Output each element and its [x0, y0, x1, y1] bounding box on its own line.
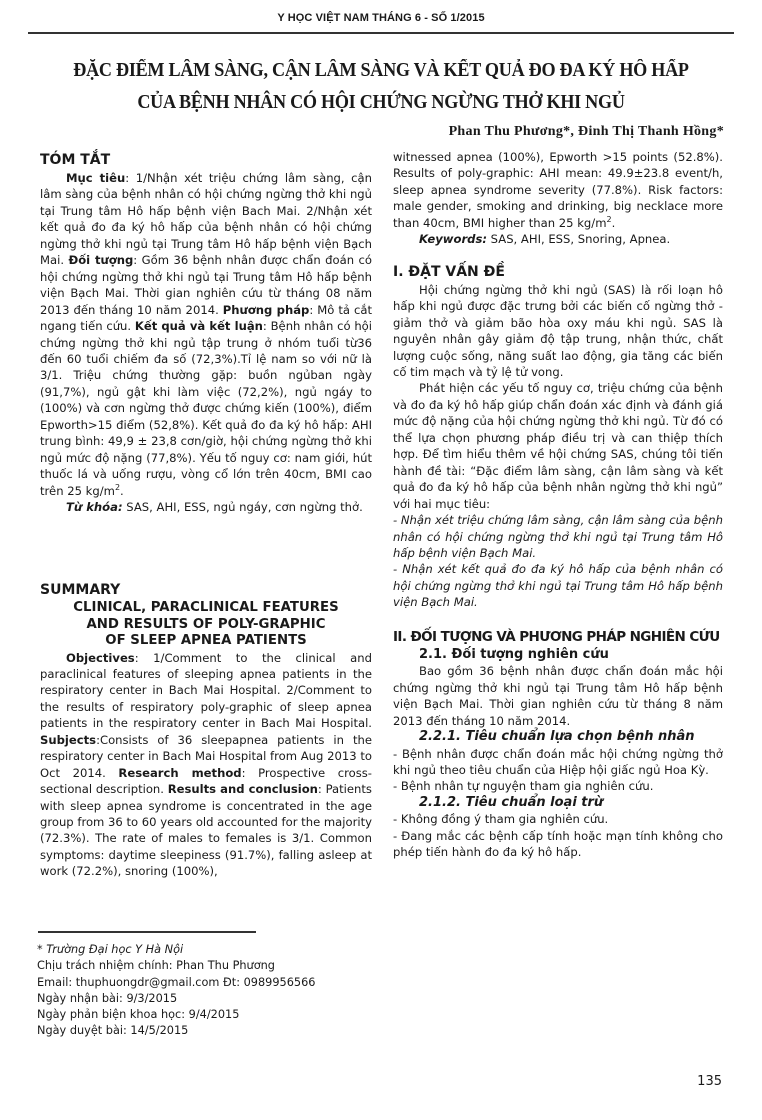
paragraph: Bao gồm 36 bệnh nhân được chẩn đoán mắc hội chứng ngừng thở khi ngủ tại Trung tâm Hô hấp bệnh viện Bạch Mai. Thời gian nghiên cứu từ tháng 8 năm 2013 đến tháng 10 năm 2014. — [393, 664, 723, 728]
summary-paragraph — [40, 650, 372, 880]
subsection-heading: 2.2.1. Tiêu chuẩn lựa chọn bệnh nhân — [419, 729, 695, 745]
journal-header: Y HỌC VIỆT NAM THÁNG 6 - SỐ 1/2015 — [277, 12, 485, 24]
subsection-heading: 2.1. Đối tượng nghiên cứu — [419, 646, 609, 662]
subsection-heading: 2.1.2. Tiêu chuẩn loại trừ — [419, 794, 604, 810]
keywords: SAS, AHI, ESS, ngủ ngáy, cơn ngừng thở. — [122, 500, 363, 515]
responsible-author: Chịu trách nhiệm chính: Phan Thu Phương — [37, 959, 275, 973]
authors: Phan Thu Phương*, Đinh Thị Thanh Hồng* — [448, 124, 724, 139]
list-item: - Bệnh nhân được chẩn đoán mắc hội chứng ngừng thở khi ngủ theo tiêu chuẩn của Hiệp hội giấc ngủ Hoa Kỳ. — [393, 746, 723, 777]
keywords-line — [393, 231, 723, 247]
reviewed-date: Ngày phản biện khoa học: 9/4/2015 — [37, 1008, 240, 1022]
footnote — [37, 942, 377, 1040]
label: Mục tiêu — [66, 171, 126, 185]
keywords-label: Keywords: — [419, 232, 487, 247]
accepted-date: Ngày duyệt bài: 14/5/2015 — [37, 1024, 189, 1038]
text: : Patients with sleep apnea syndrome is concentrated in the age group from 36 to 60 years old accounted for the majority (72.3%). The rate of males to females is 3/1. Common symptoms: daytime sleepiness (91.7%), falling asleep at work (72.2%), snoring (100%), — [40, 782, 372, 879]
paragraph: Hội chứng ngừng thở khi ngủ (SAS) là rối loạn hô hấp khi ngủ được đặc trưng bởi các biến cố ngừng thở - giảm thở và giảm bão hòa oxy máu khi ngủ. SAS là nguyên nhân gây giảm độ tập trung, nhận thức, chất lượng cuộc sống, năng suất lao động, gia tăng các biến cố tim mạch và tỷ lệ tử vong. — [393, 282, 723, 379]
text: . — [611, 215, 616, 230]
title-line: CỦA BỆNH NHÂN CÓ HỘI CHỨNG NGỪNG THỞ KHI NGỦ — [137, 92, 625, 113]
section-heading: I. ĐẶT VẤN ĐỀ — [393, 263, 505, 280]
text: : 1/Comment to the clinical and paraclinical features of sleeping apnea patients in the respiratory center in Bach Mai Hospital. 2/Comment to the results of respiratory poly-graphic of sleep apnea patients in the respiratory center in Bach Mai Hospital. — [40, 650, 372, 731]
text: witnessed apnea (100%), Epworth >15 points (52.8%). Results of poly-graphic: AHI mean: 49.9±23.8 event/h, sleep apnea syndrome severity (77.8%). Risk factors: male gender, smoking and drinking, big necklace more than 40cm, BMI higher than 25 kg/m — [393, 150, 723, 230]
keywords: SAS, AHI, ESS, Snoring, Apnea. — [487, 232, 671, 247]
abstract-vietnamese — [40, 150, 372, 516]
text: : 1/Nhận xét triệu chứng lâm sàng, cận lâm sàng của bệnh nhân có hội chứng ngừng thở khi ngủ tại Trung tâm Hô hấp bệnh viện Bach Mai. 2/Nhận xét kết quả đo đa ký hô hấp của bệnh nhân có hội chứng ngừng thở khi ngủ tại Trung tâm Hô hấp bệnh viện Bạch Mai. — [40, 171, 372, 268]
abstract-paragraph — [40, 170, 372, 499]
label: Subjects — [40, 732, 97, 747]
affiliation: * Trường Đại học Y Hà Nội — [37, 943, 184, 956]
text: : Bệnh nhân có hội chứng ngừng thở khi ngủ tập trung ở nhóm tuổi từ36 đến 60 tuổi chiếm đa số (72,3%).Tỉ lệ nam so với nữ là 3/1. Triệu chứng thường gặp: buồn ngủban ngày (91,7%), ngủ gật khi làm việc (72,2%), ngủ ngáy to (100%) và cơn ngừng thở được chứng kiến (100%), điểm Epworth>15 điểm (52,8%). Kết quả đo đa ký hô hấp: AHI trung bình: 49,9 ± 23,8 cơn/giờ, hội chứng ngừng thở khi ngủ mức độ nặng (77,8%). Yếu tố nguy cơ: nam giới, hút thuốc lá và uống rượu, vòng cổ lớn trên 40cm, BMI cao trên 25 kg/m — [40, 319, 372, 498]
list-item: - Không đồng ý tham gia nghiên cứu. — [393, 812, 609, 827]
contact: Email: thuphuongdr@gmail.com Đt: 0989956566 — [37, 975, 316, 989]
label: Đối tượng — [68, 253, 134, 268]
label: Phương pháp — [222, 302, 310, 317]
label: Results and conclusion — [167, 782, 318, 797]
summary-title-line: OF SLEEP APNEA PATIENTS — [105, 633, 307, 648]
superscript: 2 — [606, 214, 612, 224]
summary-english — [40, 580, 372, 880]
summary-title-line: AND RESULTS OF POLY-GRAPHIC — [86, 616, 326, 632]
right-column — [393, 149, 723, 861]
page-number: 135 — [697, 1074, 722, 1089]
received-date: Ngày nhận bài: 9/3/2015 — [37, 991, 178, 1005]
label: Kết quả và kết luận — [134, 319, 263, 334]
summary-title — [40, 600, 372, 650]
header-rule — [28, 32, 734, 34]
abstract-heading: TÓM TẮT — [40, 152, 111, 168]
summary-heading: SUMMARY — [40, 582, 121, 598]
label: Objectives — [66, 650, 135, 665]
title-line: ĐẶC ĐIỂM LÂM SÀNG, CẬN LÂM SÀNG VÀ KẾT QUẢ ĐO ĐA KÝ HÔ HẤP — [73, 60, 689, 81]
list-item: - Đang mắc các bệnh cấp tính hoặc mạn tính không cho phép tiến hành đo đa ký hô hấp. — [393, 828, 723, 860]
text: . — [120, 483, 124, 498]
list-item: - Bệnh nhân tự nguyện tham gia nghiên cứu. — [393, 779, 654, 794]
summary-continuation — [393, 149, 723, 231]
keywords-label: Từ khóa: — [66, 500, 123, 515]
paragraph: Phát hiện các yếu tố nguy cơ, triệu chứng của bệnh và đo đa ký hô hấp giúp chẩn đoán xác định và đánh giá mức độ nặng của hội chứng ngừng thở khi ngủ. Từ đó có thể lựa chọn phương pháp điều trị và can thiệp thích hợp. Để tìm hiểu thêm về hội chứng SAS, chúng tôi tiến hành đề tài: “Đặc điểm lâm sàng, cận lâm sàng và kết quả đo đa ký hô hấp của bệnh nhân ngừng thở khi ngủ” với hai mục tiêu: — [393, 381, 723, 511]
aim-item: - Nhận xét triệu chứng lâm sàng, cận lâm sàng của bệnh nhân có hội chứng ngừng thở khi ngủ tại Trung tâm Hô hấp bệnh viện Bạch Mai. — [393, 513, 723, 560]
superscript: 2 — [114, 482, 121, 492]
text: : Mô tả cắt ngang tiến cứu. — [40, 302, 373, 334]
keywords-line — [40, 499, 372, 515]
footnote-rule — [38, 931, 256, 933]
text: :Consists of 36 sleepapnea patients in the respiratory center in Bach Mai Hospital from Aug 2013 to Oct 2014. — [40, 732, 372, 780]
text: : Prospective cross-sectional description. — [40, 765, 372, 797]
article-title — [45, 55, 716, 119]
text: : Gồm 36 bệnh nhân được chẩn đoán có hội chứng ngừng thở khi ngủ tại Trung tâm Hô hấp bệnh viện Bạch Mai. Thời gian nghiên cứu từ tháng 08 năm 2013 đến tháng 10 năm 2014. — [40, 253, 372, 317]
summary-title-line: CLINICAL, PARACLINICAL FEATURES — [73, 600, 339, 615]
aim-item: - Nhận xét kết quả đo đa ký hô hấp của bệnh nhân có hội chứng ngừng thở khi ngủ tại Trung tâm Hô hấp bệnh viện Bạch Mai. — [393, 562, 723, 610]
section-heading: II. ĐỐI TƯỢNG VÀ PHƯƠNG PHÁP NGHIÊN CỨU — [393, 628, 720, 645]
label: Research method — [118, 765, 242, 780]
